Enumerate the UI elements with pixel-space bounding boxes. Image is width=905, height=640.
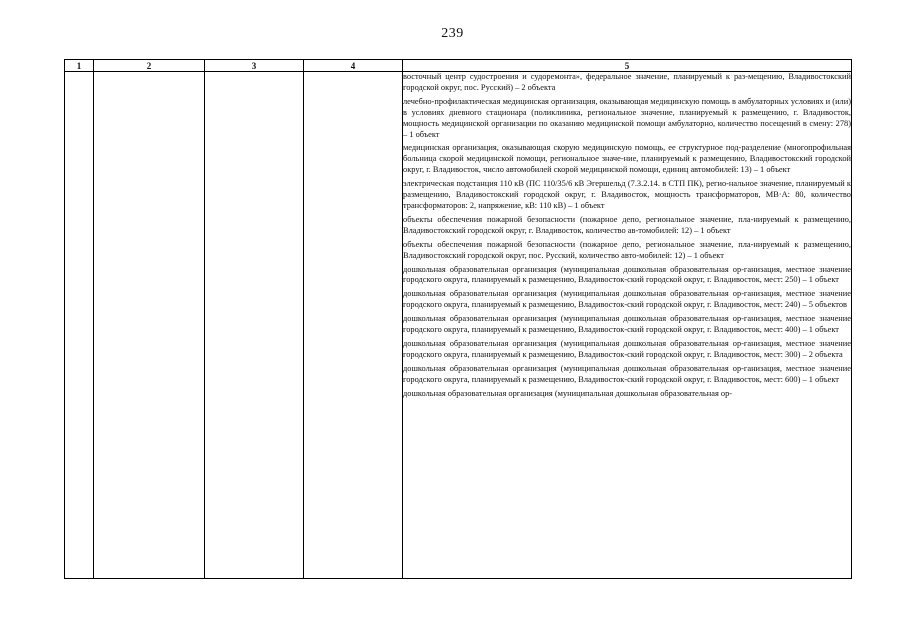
cell-col-5 <box>403 72 852 579</box>
column-header-3: 3 <box>205 60 304 72</box>
object-entry: дошкольная образовательная организация (муниципальная дошкольная образовательная ор-ганизация, местное значение городского округа, планируемый к размещению, Владивосток-ский городской округ, г. Владивосток, мест: 600) – 1 объект <box>403 363 851 384</box>
cell-col-2 <box>94 72 205 579</box>
column-header-5: 5 <box>403 60 852 72</box>
object-entry: электрическая подстанция 110 кВ (ПС 110/35/6 кВ Эгершельд (7.3.2.14. в СТП ПК), регио-нальное значение, планируемый к размещению, Владивостокский городской округ, г. Владивосток, мощность трансформаторов, МВ·А: 80, количество трансформаторов: 2, напряжение, кВ: 110 кВ) – 1 объект <box>403 179 851 210</box>
data-table <box>64 59 852 579</box>
table-header-row <box>65 60 852 72</box>
object-entry: дошкольная образовательная организация (муниципальная дошкольная образовательная ор-ганизация, местное значение городского округа, планируемый к размещению, Владивосток-ский городской округ, г. Владивосток, мест: 250) – 1 объект <box>403 264 851 285</box>
object-entry: объекты обеспечения пожарной безопасности (пожарное депо, региональное значение, пла-нируемый к размещению, Владивостокский городской округ, г. Владивосток, количество ав-томобилей: 12) – 1 объект <box>403 214 851 235</box>
object-entry: дошкольная образовательная организация (муниципальная дошкольная образовательная ор-ганизация, местное значение городского округа, планируемый к размещению, Владивосток-ский городской округ, г. Владивосток, мест: 240) – 5 объектов <box>403 289 851 310</box>
object-entry: восточный центр судостроения и судоремонта», федеральное значение, планируемый к раз-мещению, Владивостокский городской округ, пос. Русский) – 2 объекта <box>403 72 851 92</box>
object-entry: дошкольная образовательная организация (муниципальная дошкольная образовательная ор- <box>403 388 733 398</box>
page-number: 239 <box>441 26 464 41</box>
object-entry: дошкольная образовательная организация (муниципальная дошкольная образовательная ор-ганизация, местное значение городского округа, планируемый к размещению, Владивосток-ский городской округ, г. Владивосток, мест: 400) – 1 объект <box>403 314 851 335</box>
table-row <box>65 72 852 579</box>
column-header-2: 2 <box>94 60 205 72</box>
column-header-4: 4 <box>304 60 403 72</box>
cell-col-4 <box>304 72 403 579</box>
object-entry: лечебно-профилактическая медицинская организация, оказывающая медицинскую помощь в амбулаторных условиях и (или) в условиях дневного стационара (поликлиника, региональное значение, планируемый к размещению, г. Владивосток, мощность медицинской организации по оказанию медицинской помощи амбулаторно, количество посещений в смену: 278) – 1 объект <box>403 96 851 139</box>
cell-col-1 <box>65 72 94 579</box>
object-entry: объекты обеспечения пожарной безопасности (пожарное депо, региональное значение, пла-нируемый к размещению, Владивостокский городской округ, пос. Русский, количество авто-мобилей: 12) – 1 объект <box>403 239 851 260</box>
object-entry: дошкольная образовательная организация (муниципальная дошкольная образовательная ор-ганизация, местное значение городского округа, планируемый к размещению, Владивосток-ский городской округ, г. Владивосток, мест: 300) – 2 объекта <box>403 338 851 359</box>
object-entry: медицинская организация, оказывающая скорую медицинскую помощь, ее структурное под-разделение (многопрофильная больница скорой медицинской помощи, региональное значе-ние, планируемый к размещению, Владивостокский городской округ, г. Владивосток, число автомобилей скорой медицинской помощи, единиц автомобилей: 13) – 1 объект <box>403 143 851 175</box>
column-header-1: 1 <box>65 60 94 72</box>
cell-col-3 <box>205 72 304 579</box>
